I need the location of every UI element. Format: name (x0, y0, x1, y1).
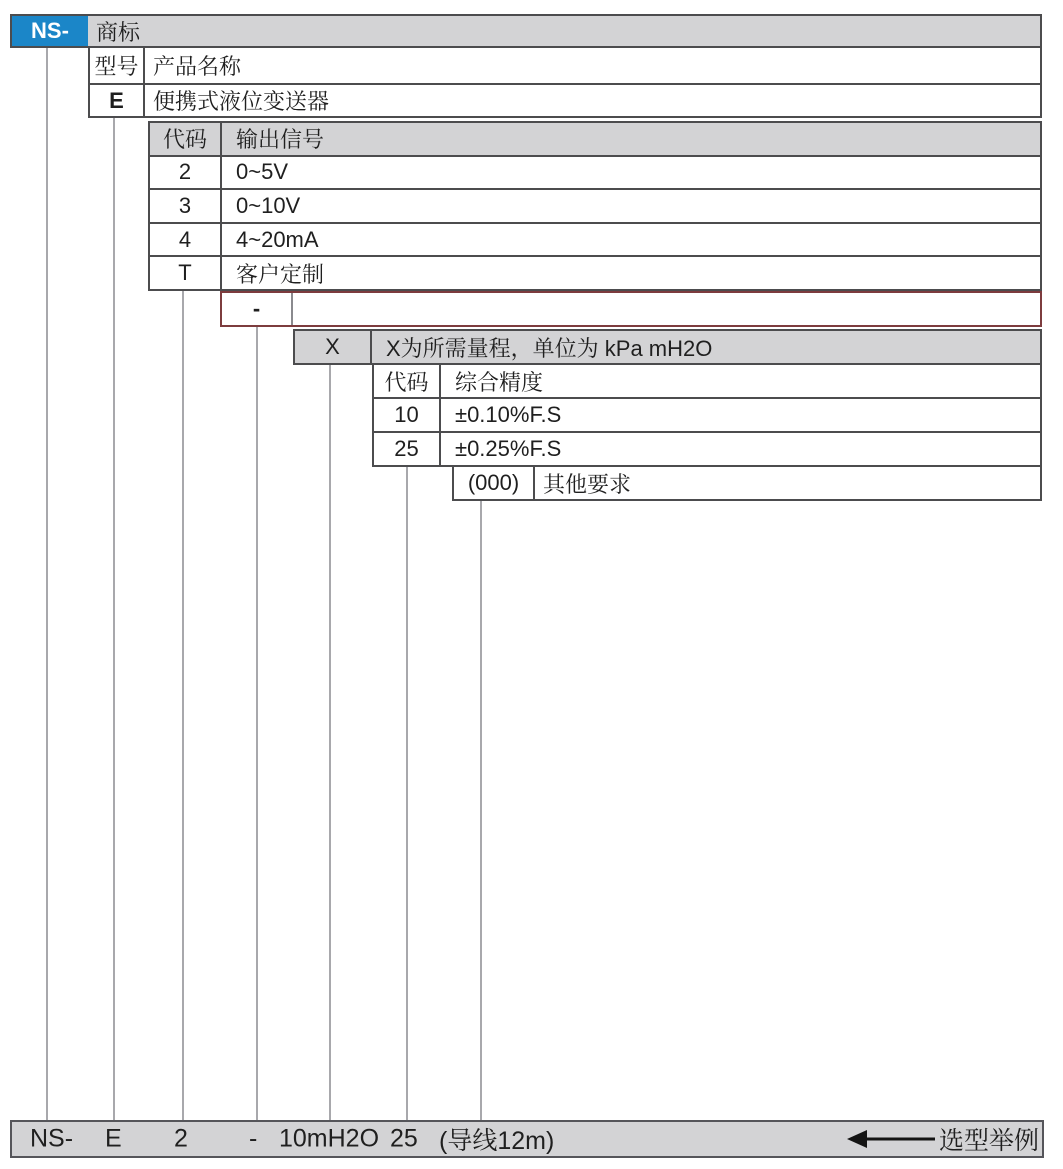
code-cell: 25 (374, 433, 441, 465)
accuracy-cell: ±0.25%F.S (455, 436, 562, 461)
code-cell: 2 (150, 157, 222, 189)
code-header-cell: 代码 (150, 123, 222, 155)
separator-row (220, 291, 1042, 327)
trademark-cell: 商标 (88, 16, 1040, 46)
separator-blank-cell (293, 293, 1040, 325)
range-row (293, 329, 1042, 365)
signal-cell: 客户定制 (236, 261, 325, 287)
connector-line-dash (256, 325, 258, 1122)
example-value-prefix: NS- (30, 1124, 74, 1153)
code-cell: 10 (374, 399, 441, 431)
other-label-cell: 其他要求 (543, 471, 632, 497)
table-row (150, 188, 1040, 222)
connector-line-other (480, 497, 482, 1122)
arrow-left-icon (847, 1130, 867, 1148)
example-value-signal: 2 (174, 1124, 188, 1153)
example-label: 选型举例 (939, 1127, 1040, 1155)
model-header-row (88, 46, 1042, 85)
range-description-cell: X为所需量程，单位为 kPa mH2O (372, 331, 1040, 363)
accuracy-header-row (374, 365, 1040, 397)
accuracy-table (372, 363, 1042, 467)
example-value-model: E (105, 1124, 122, 1153)
code-cell: T (150, 257, 222, 289)
connector-line-accuracy (406, 463, 408, 1122)
code-header-cell: 代码 (374, 365, 441, 397)
product-name-cell: 便携式液位变送器 (153, 89, 330, 114)
model-row (88, 83, 1042, 118)
example-value-accuracy: 25 (390, 1124, 418, 1153)
other-requirements-row (452, 465, 1042, 501)
code-cell: 4 (150, 224, 222, 256)
example-value-range: 10mH2O (279, 1124, 380, 1153)
table-row (150, 255, 1040, 289)
example-value-dash: - (249, 1124, 258, 1153)
example-value-other: (导线12m) (439, 1127, 555, 1155)
accuracy-header-cell: 综合精度 (455, 369, 544, 395)
brand-prefix-cell: NS- (12, 16, 88, 46)
connector-line-signal (182, 289, 184, 1122)
model-code-cell: E (90, 85, 145, 116)
table-row (374, 431, 1040, 465)
code-cell: 3 (150, 190, 222, 222)
range-code-cell: X (295, 331, 372, 363)
connector-line-range (329, 363, 331, 1122)
accuracy-cell: ±0.10%F.S (455, 402, 562, 427)
table-row (150, 222, 1040, 256)
signal-cell: 0~10V (236, 192, 301, 218)
connector-line-model (113, 116, 115, 1122)
other-code-cell: (000) (454, 467, 535, 499)
product-name-header-cell: 产品名称 (153, 54, 242, 79)
model-code-header-cell: 型号 (90, 48, 145, 83)
signal-cell: 0~5V (236, 159, 288, 185)
table-row (150, 155, 1040, 189)
selection-example-bar (10, 1120, 1044, 1158)
arrow-shaft (865, 1138, 935, 1141)
output-signal-table (148, 121, 1042, 291)
separator-dash-cell: - (222, 293, 293, 325)
table-row (374, 397, 1040, 431)
connector-line-brand (46, 46, 48, 1122)
signal-cell: 4~20mA (236, 226, 319, 252)
signal-header-cell: 输出信号 (236, 127, 325, 153)
trademark-row (10, 14, 1042, 48)
output-signal-header-row (150, 123, 1040, 155)
